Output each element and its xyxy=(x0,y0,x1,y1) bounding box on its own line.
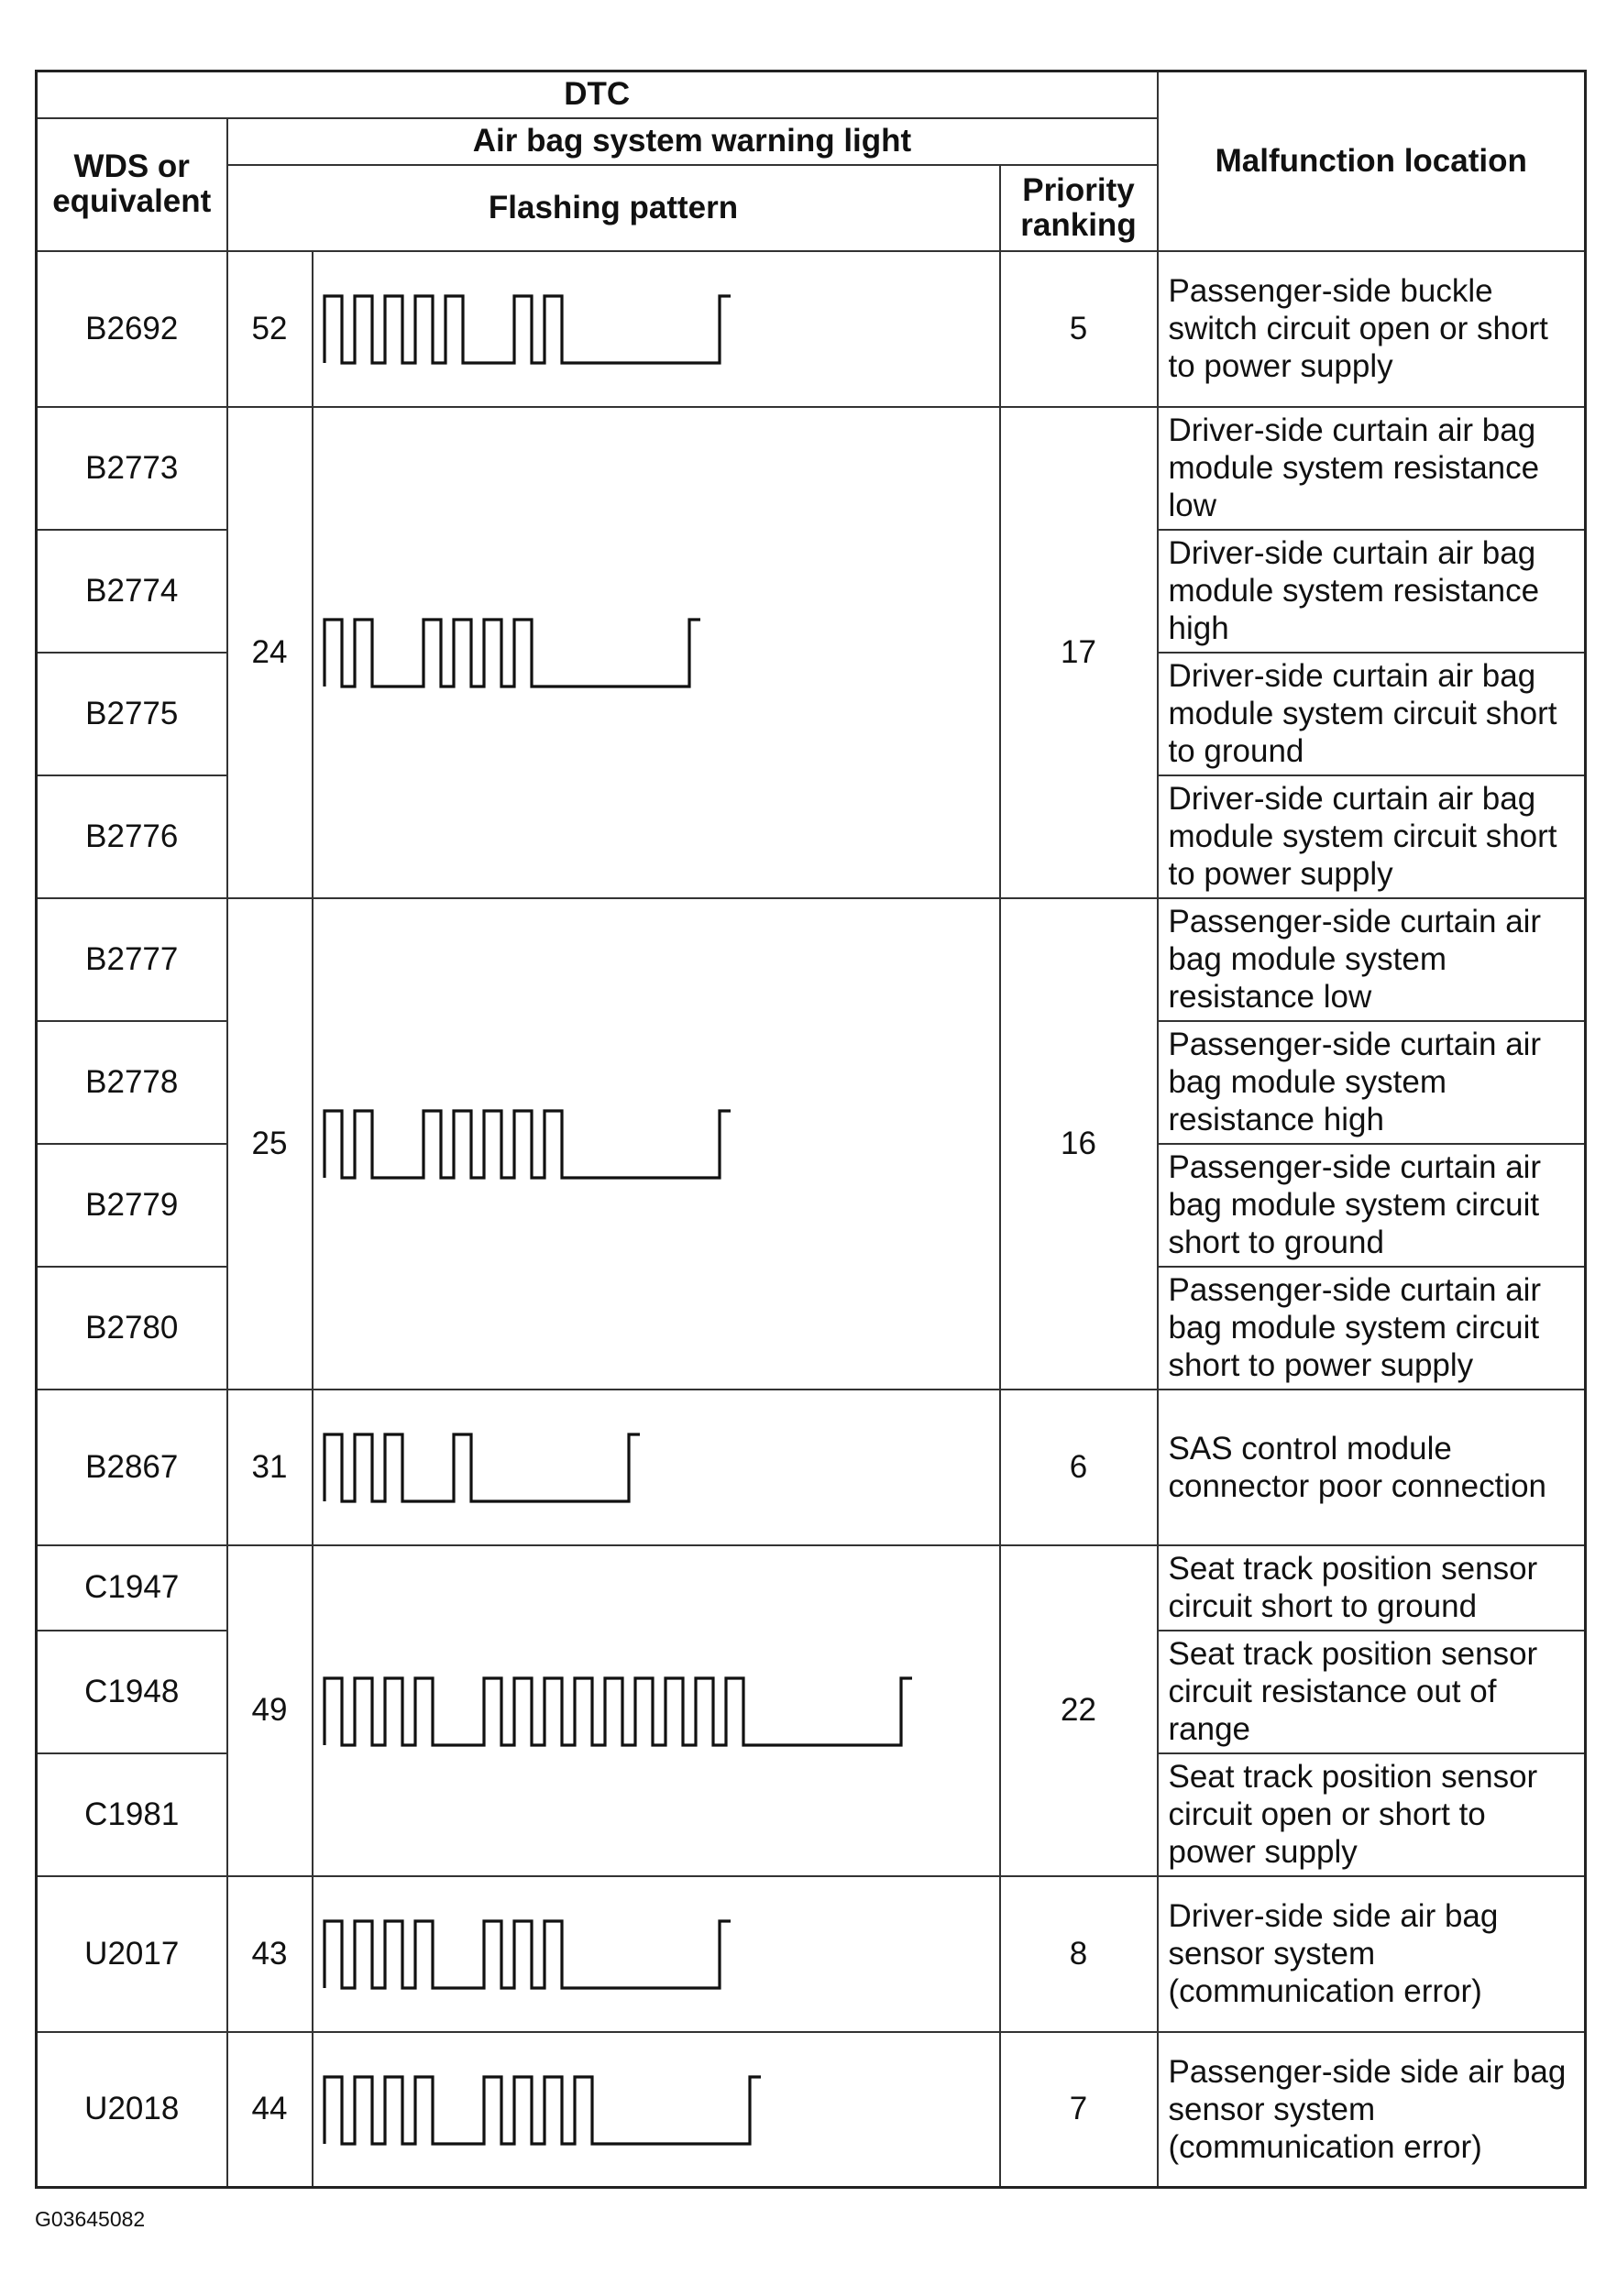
flash-code-number: 24 xyxy=(227,407,313,898)
wds-header: WDS or equivalent xyxy=(37,118,227,251)
dtc-code: U2017 xyxy=(37,1876,227,2032)
priority-ranking: 6 xyxy=(1000,1390,1158,1545)
malfunction-location: Seat track position sensor circuit resistance out of range xyxy=(1158,1631,1586,1753)
priority-ranking: 17 xyxy=(1000,407,1158,898)
priority-ranking-header: Priority ranking xyxy=(1000,165,1158,251)
flashing-pattern xyxy=(313,1876,1000,2032)
waveform-line xyxy=(324,1678,912,1745)
waveform-line xyxy=(324,296,731,363)
malfunction-location: Passenger-side side air bag sensor system (communication error) xyxy=(1158,2032,1586,2188)
dtc-code: B2778 xyxy=(37,1021,227,1144)
dtc-code: B2692 xyxy=(37,251,227,407)
priority-ranking: 7 xyxy=(1000,2032,1158,2188)
waveform-line xyxy=(324,620,700,687)
flash-code-number: 49 xyxy=(227,1545,313,1876)
malfunction-location: Passenger-side curtain air bag module system resistance low xyxy=(1158,898,1586,1021)
table-row xyxy=(37,1390,1586,1545)
waveform-line xyxy=(324,1921,731,1988)
flashing-pattern-waveform xyxy=(314,1901,999,2009)
table-row xyxy=(37,1876,1586,2032)
waveform-line xyxy=(324,1111,731,1178)
table-row xyxy=(37,251,1586,407)
dtc-code: U2018 xyxy=(37,2032,227,2188)
flash-code-number: 31 xyxy=(227,1390,313,1545)
malfunction-location: Passenger-side buckle switch circuit open or short to power supply xyxy=(1158,251,1586,407)
malfunction-location: Driver-side curtain air bag module system circuit short to ground xyxy=(1158,653,1586,775)
malfunction-location: Passenger-side curtain air bag module system circuit short to power supply xyxy=(1158,1267,1586,1390)
flash-code-number: 52 xyxy=(227,251,313,407)
flashing-pattern xyxy=(313,251,1000,407)
figure-id: G03645082 xyxy=(35,2207,146,2231)
flash-code-number: 25 xyxy=(227,898,313,1390)
dtc-code: B2774 xyxy=(37,530,227,653)
malfunction-location: Driver-side side air bag sensor system (communication error) xyxy=(1158,1876,1586,2032)
malfunction-location: Driver-side curtain air bag module system circuit short to power supply xyxy=(1158,775,1586,898)
flashing-pattern-waveform xyxy=(314,276,999,384)
flashing-pattern xyxy=(313,2032,1000,2188)
flashing-pattern-waveform xyxy=(314,599,999,708)
flashing-pattern-waveform xyxy=(314,1658,999,1766)
waveform-line xyxy=(324,2077,761,2144)
priority-ranking: 8 xyxy=(1000,1876,1158,2032)
dtc-code: C1948 xyxy=(37,1631,227,1753)
malfunction-location: Driver-side curtain air bag module system resistance high xyxy=(1158,530,1586,653)
malfunction-location: Passenger-side curtain air bag module system resistance high xyxy=(1158,1021,1586,1144)
dtc-code: B2780 xyxy=(37,1267,227,1390)
malfunction-location: Seat track position sensor circuit short to ground xyxy=(1158,1545,1586,1631)
flash-code-number: 44 xyxy=(227,2032,313,2188)
flashing-pattern xyxy=(313,1545,1000,1876)
malfunction-location: SAS control module connector poor connection xyxy=(1158,1390,1586,1545)
malfunction-location: Driver-side curtain air bag module system resistance low xyxy=(1158,407,1586,530)
dtc-code: C1947 xyxy=(37,1545,227,1631)
dtc-code: B2775 xyxy=(37,653,227,775)
priority-ranking: 22 xyxy=(1000,1545,1158,1876)
table-row xyxy=(37,2032,1586,2188)
waveform-line xyxy=(324,1434,640,1501)
dtc-code: B2867 xyxy=(37,1390,227,1545)
flashing-pattern-waveform xyxy=(314,1091,999,1199)
flashing-pattern xyxy=(313,898,1000,1390)
flashing-pattern xyxy=(313,1390,1000,1545)
dtc-code: B2777 xyxy=(37,898,227,1021)
dtc-code: C1981 xyxy=(37,1753,227,1876)
priority-ranking: 5 xyxy=(1000,251,1158,407)
malfunction-location: Passenger-side curtain air bag module system circuit short to ground xyxy=(1158,1144,1586,1267)
malfunction-location-header: Malfunction location xyxy=(1158,71,1586,251)
priority-ranking: 16 xyxy=(1000,898,1158,1390)
dtc-code: B2776 xyxy=(37,775,227,898)
warning-light-header: Air bag system warning light xyxy=(227,118,1158,165)
table-row xyxy=(37,898,1586,1021)
flash-code-number: 43 xyxy=(227,1876,313,2032)
flashing-pattern-waveform xyxy=(314,2057,999,2165)
flashing-pattern xyxy=(313,407,1000,898)
dtc-code: B2779 xyxy=(37,1144,227,1267)
dtc-header: DTC xyxy=(37,71,1158,118)
dtc-code: B2773 xyxy=(37,407,227,530)
table-row xyxy=(37,1545,1586,1631)
table-row xyxy=(37,407,1586,530)
dtc-table xyxy=(35,70,1587,2189)
flashing-pattern-waveform xyxy=(314,1414,999,1522)
flashing-pattern-header: Flashing pattern xyxy=(227,165,1000,251)
malfunction-location: Seat track position sensor circuit open or short to power supply xyxy=(1158,1753,1586,1876)
